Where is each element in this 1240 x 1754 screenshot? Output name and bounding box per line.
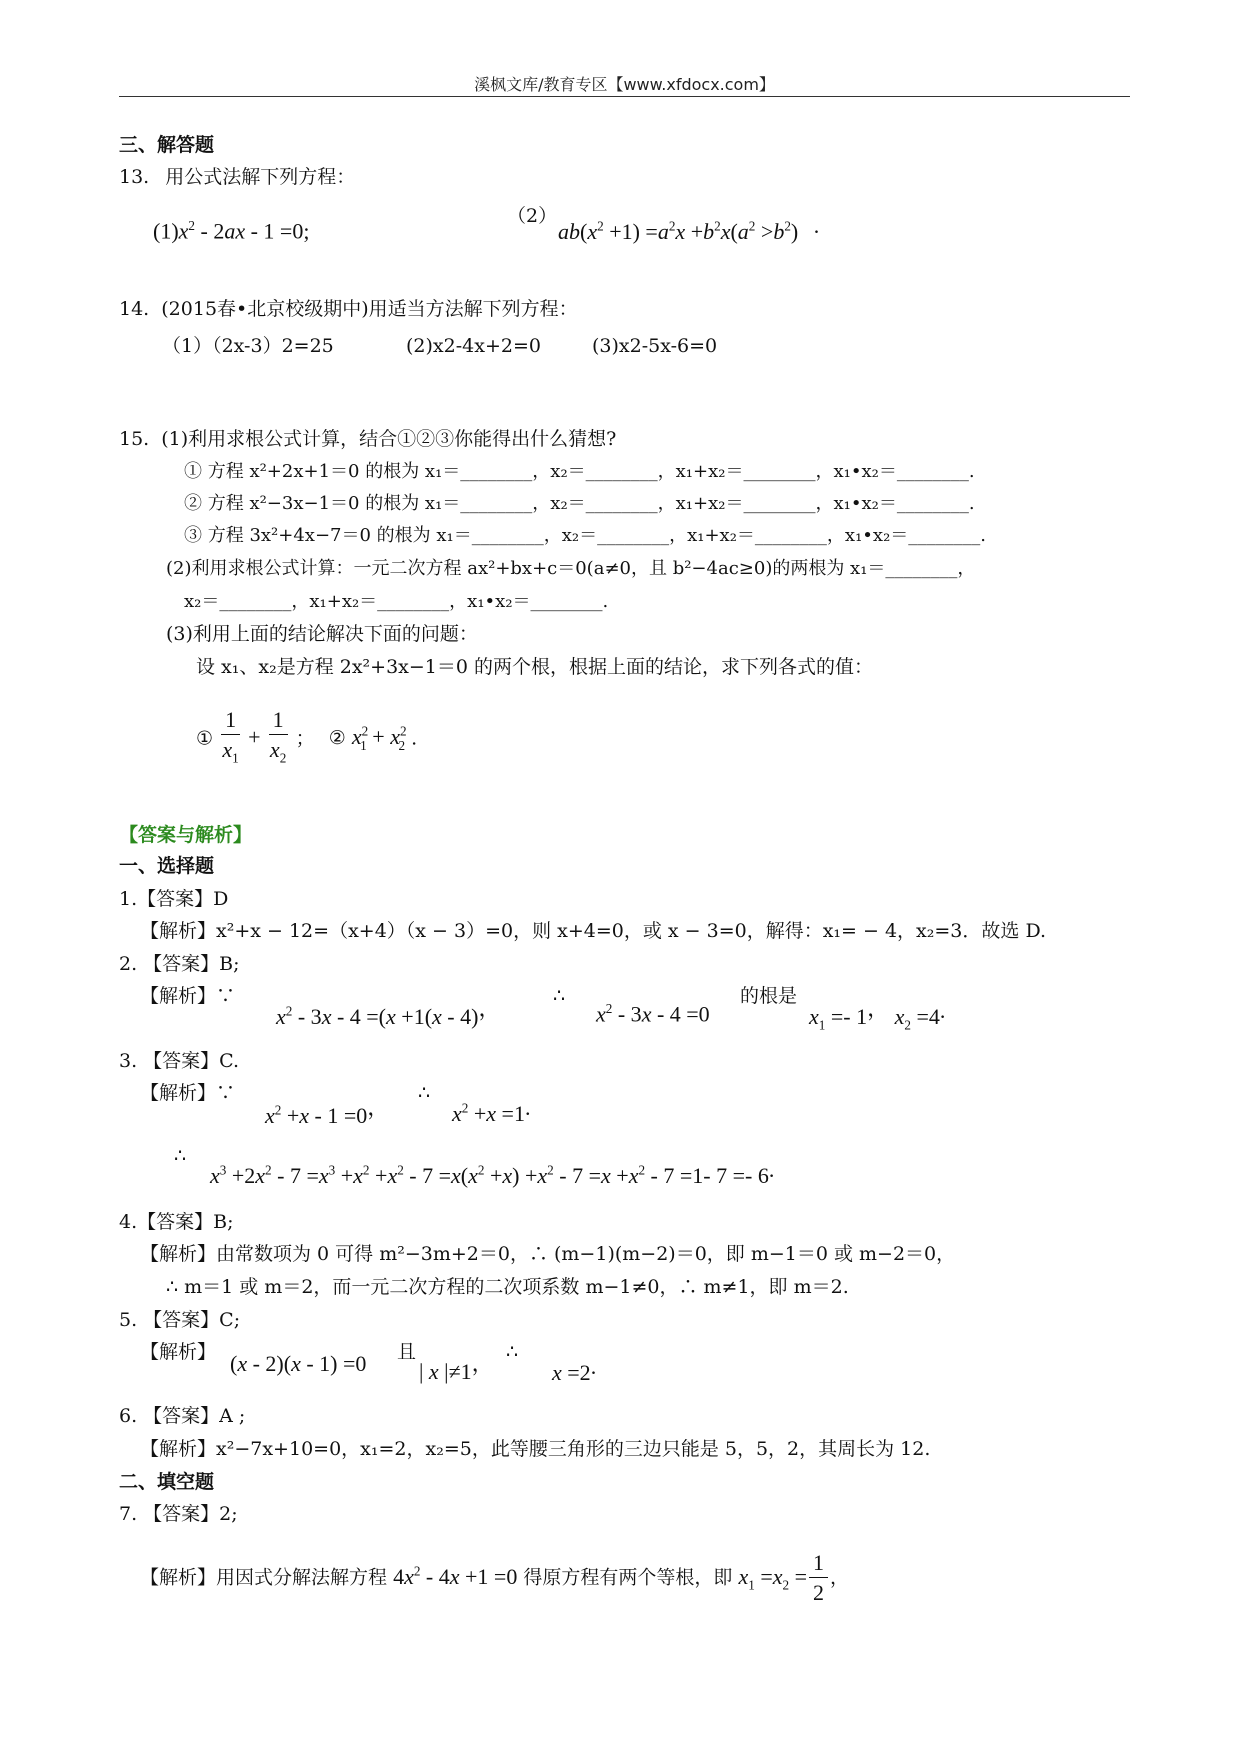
explanation-5-eq1: (x - 2)(x - 1) =0 (230, 1351, 367, 1376)
answer-6: 6. 【答案】A ; (119, 1405, 246, 1427)
answer-2: 2. 【答案】B; (119, 953, 240, 975)
explanation-6: 【解析】x²−7x+10=0，x₁=2，x₂=5，此等腰三角形的三边只能是 5，5，2，其周长为 12. (140, 1438, 931, 1460)
q13-label: 13. (119, 166, 150, 188)
answer-1: 1.【答案】D (119, 888, 229, 910)
section-title-fill: 二、填空题 (119, 1471, 215, 1493)
explanation-3-therefore-2: ∴ (174, 1145, 187, 1167)
q15-part-2a: (2)利用求根公式计算：一元二次方程 ax²+bx+c＝0(a≠0，且 b²−4ac≥0)的两根为 x₁＝________， (166, 558, 976, 579)
explanation-3-eq2: $x^2 +x =1$. (452, 1095, 531, 1126)
q14-part-1: （1）（2x-3）2=25 (162, 335, 334, 357)
explanation-2-roots: $x_1 =- 1$， $x_2 =4$. (809, 996, 946, 1033)
q15-part-3-task: 设 x₁、x₂是方程 2x²+3x−1＝0 的两个根，根据上面的结论，求下列各式的值： (196, 656, 874, 678)
explanation-3-label: 【解析】∵ (140, 1082, 236, 1104)
q15-part-3: (3)利用上面的结论解决下面的问题： (166, 623, 478, 645)
explanation-7 (140, 1549, 849, 1608)
explanation-4-line-1: 【解析】由常数项为 0 可得 m²−3m+2＝0，∴ (m−1)(m−2)＝0，即 m−1＝0 或 m−2＝0， (140, 1243, 956, 1265)
expr-2-marker: ② (328, 727, 346, 750)
question-15 (119, 426, 616, 452)
explanation-5-result: x =2. (552, 1354, 597, 1385)
q15-label: 15. (119, 428, 150, 450)
explanation-2-eq1: $x^2 - 3x - 4 =(x +1(x - 4)$， (276, 996, 501, 1029)
q13-eq2: $ab(x^2 +1) =a^2x +b^2x(a^2 >b^2)$ . (558, 213, 820, 244)
explanation-3-eq3: $x^3 +2x^2 - 7 =x^3 +x^2 +x^2 - 7 =x(x^2 +x) +x^2 - 7 =x +x^2 - 7 =1-$ 7 =- 6. (210, 1157, 775, 1188)
answer-4: 4.【答案】B; (119, 1211, 234, 1233)
explanation-2-eq2: $x^2 - 3x - 4 =0$ (596, 1001, 710, 1027)
q15-row-1: ① 方程 x²+2x+1＝0 的根为 x₁＝________，x₂＝________，x₁+x₂＝________，x₁•x₂＝________. (184, 461, 975, 482)
q13-text: 用公式法解下列方程： (165, 166, 356, 188)
sum-of-squares: $x^2_1 + x^2_2$ (351, 724, 407, 753)
explanation-2-mid: 的根是 (740, 985, 798, 1007)
q15-part-2b: x₂＝________，x₁+x₂＝________，x₁•x₂＝________. (184, 591, 609, 612)
explanation-5-therefore: ∴ (506, 1341, 519, 1363)
expr-1-marker: ① (196, 727, 214, 750)
q13-eq1: $(1)x^2 - 2ax - 1 =0$; (153, 218, 310, 244)
q14-text: (2015春•北京校级期中)用适当方法解下列方程： (161, 298, 578, 320)
explanation-5-label: 【解析】 (140, 1341, 217, 1363)
q14-label: 14. (119, 298, 150, 320)
question-14 (119, 296, 578, 322)
q13-eq1-prefix: (1) (153, 218, 179, 244)
explanation-1: 【解析】x²+x − 12=（x+4）（x − 3）=0，则 x+4=0，或 x − 3=0，解得：x₁= − 4，x₂=3．故选 D. (140, 920, 1047, 942)
explanation-2-therefore: ∴ (553, 985, 566, 1007)
q14-part-3: (3)x2-5x-6=0 (592, 335, 718, 357)
explanation-7-part-b: 得原方程有两个等根，即 (523, 1566, 733, 1589)
explanation-5-qie: 且 (397, 1341, 417, 1363)
section-title-choice: 一、选择题 (119, 855, 215, 877)
explanation-3-therefore-1: ∴ (418, 1082, 431, 1104)
explanation-7-part-a: 【解析】用因式分解法解方程 (140, 1566, 388, 1589)
explanation-3-eq1: $x^2 +x - 1 =0$， (265, 1095, 390, 1128)
answers-title: 【答案与解析】 (119, 824, 253, 846)
frac-1-over-x2: $\frac{1}{x_2}$ (269, 706, 287, 766)
explanation-7-equation: $4x^2 - 4x +1 =0$ (393, 1563, 518, 1589)
explanation-7-roots: $x_1 =x_2$ = (738, 1563, 808, 1592)
answer-7: 7. 【答案】2; (119, 1503, 238, 1525)
question-13 (119, 164, 355, 190)
section-title-solve: 三、解答题 (119, 134, 215, 156)
frac-one-half: $\frac{1}{2}$ (809, 1549, 828, 1608)
explanation-5-eq2: | x |≠1， (419, 1351, 494, 1384)
q14-part-2: (2)x2-4x+2=0 (406, 335, 541, 357)
explanation-7-tail: ， (830, 1566, 850, 1589)
q15-intro: (1)利用求根公式计算，结合①②③你能得出什么猜想? (161, 428, 617, 450)
explanation-4-line-2: ∴ m＝1 或 m＝2，而一元二次方程的二次项系数 m−1≠0，∴ m≠1，即 m＝2. (166, 1276, 849, 1298)
q15-expressions: ① $\frac{1}{x_1}$ + $\frac{1}{x_2}$ ； ② $x^2_1 + x^2_2$ . (196, 700, 417, 778)
answer-5: 5. 【答案】C; (119, 1309, 241, 1331)
q15-row-3: ③ 方程 3x²+4x−7＝0 的根为 x₁＝________，x₂＝________，x₁+x₂＝________，x₁•x₂＝________. (184, 525, 987, 546)
page-header: 溪枫文库/教育专区【www.xfdocx.com】 (119, 72, 1130, 97)
explanation-2-label: 【解析】∵ (140, 985, 236, 1007)
frac-1-over-x1: $\frac{1}{x_1}$ (222, 706, 239, 766)
q15-row-2: ② 方程 x²−3x−1＝0 的根为 x₁＝________，x₂＝________，x₁+x₂＝________，x₁•x₂＝________. (184, 493, 975, 514)
expr-separator: ； (295, 727, 315, 750)
answer-3: 3. 【答案】C. (119, 1050, 240, 1072)
q13-eq2-prefix: （2） (507, 205, 558, 227)
